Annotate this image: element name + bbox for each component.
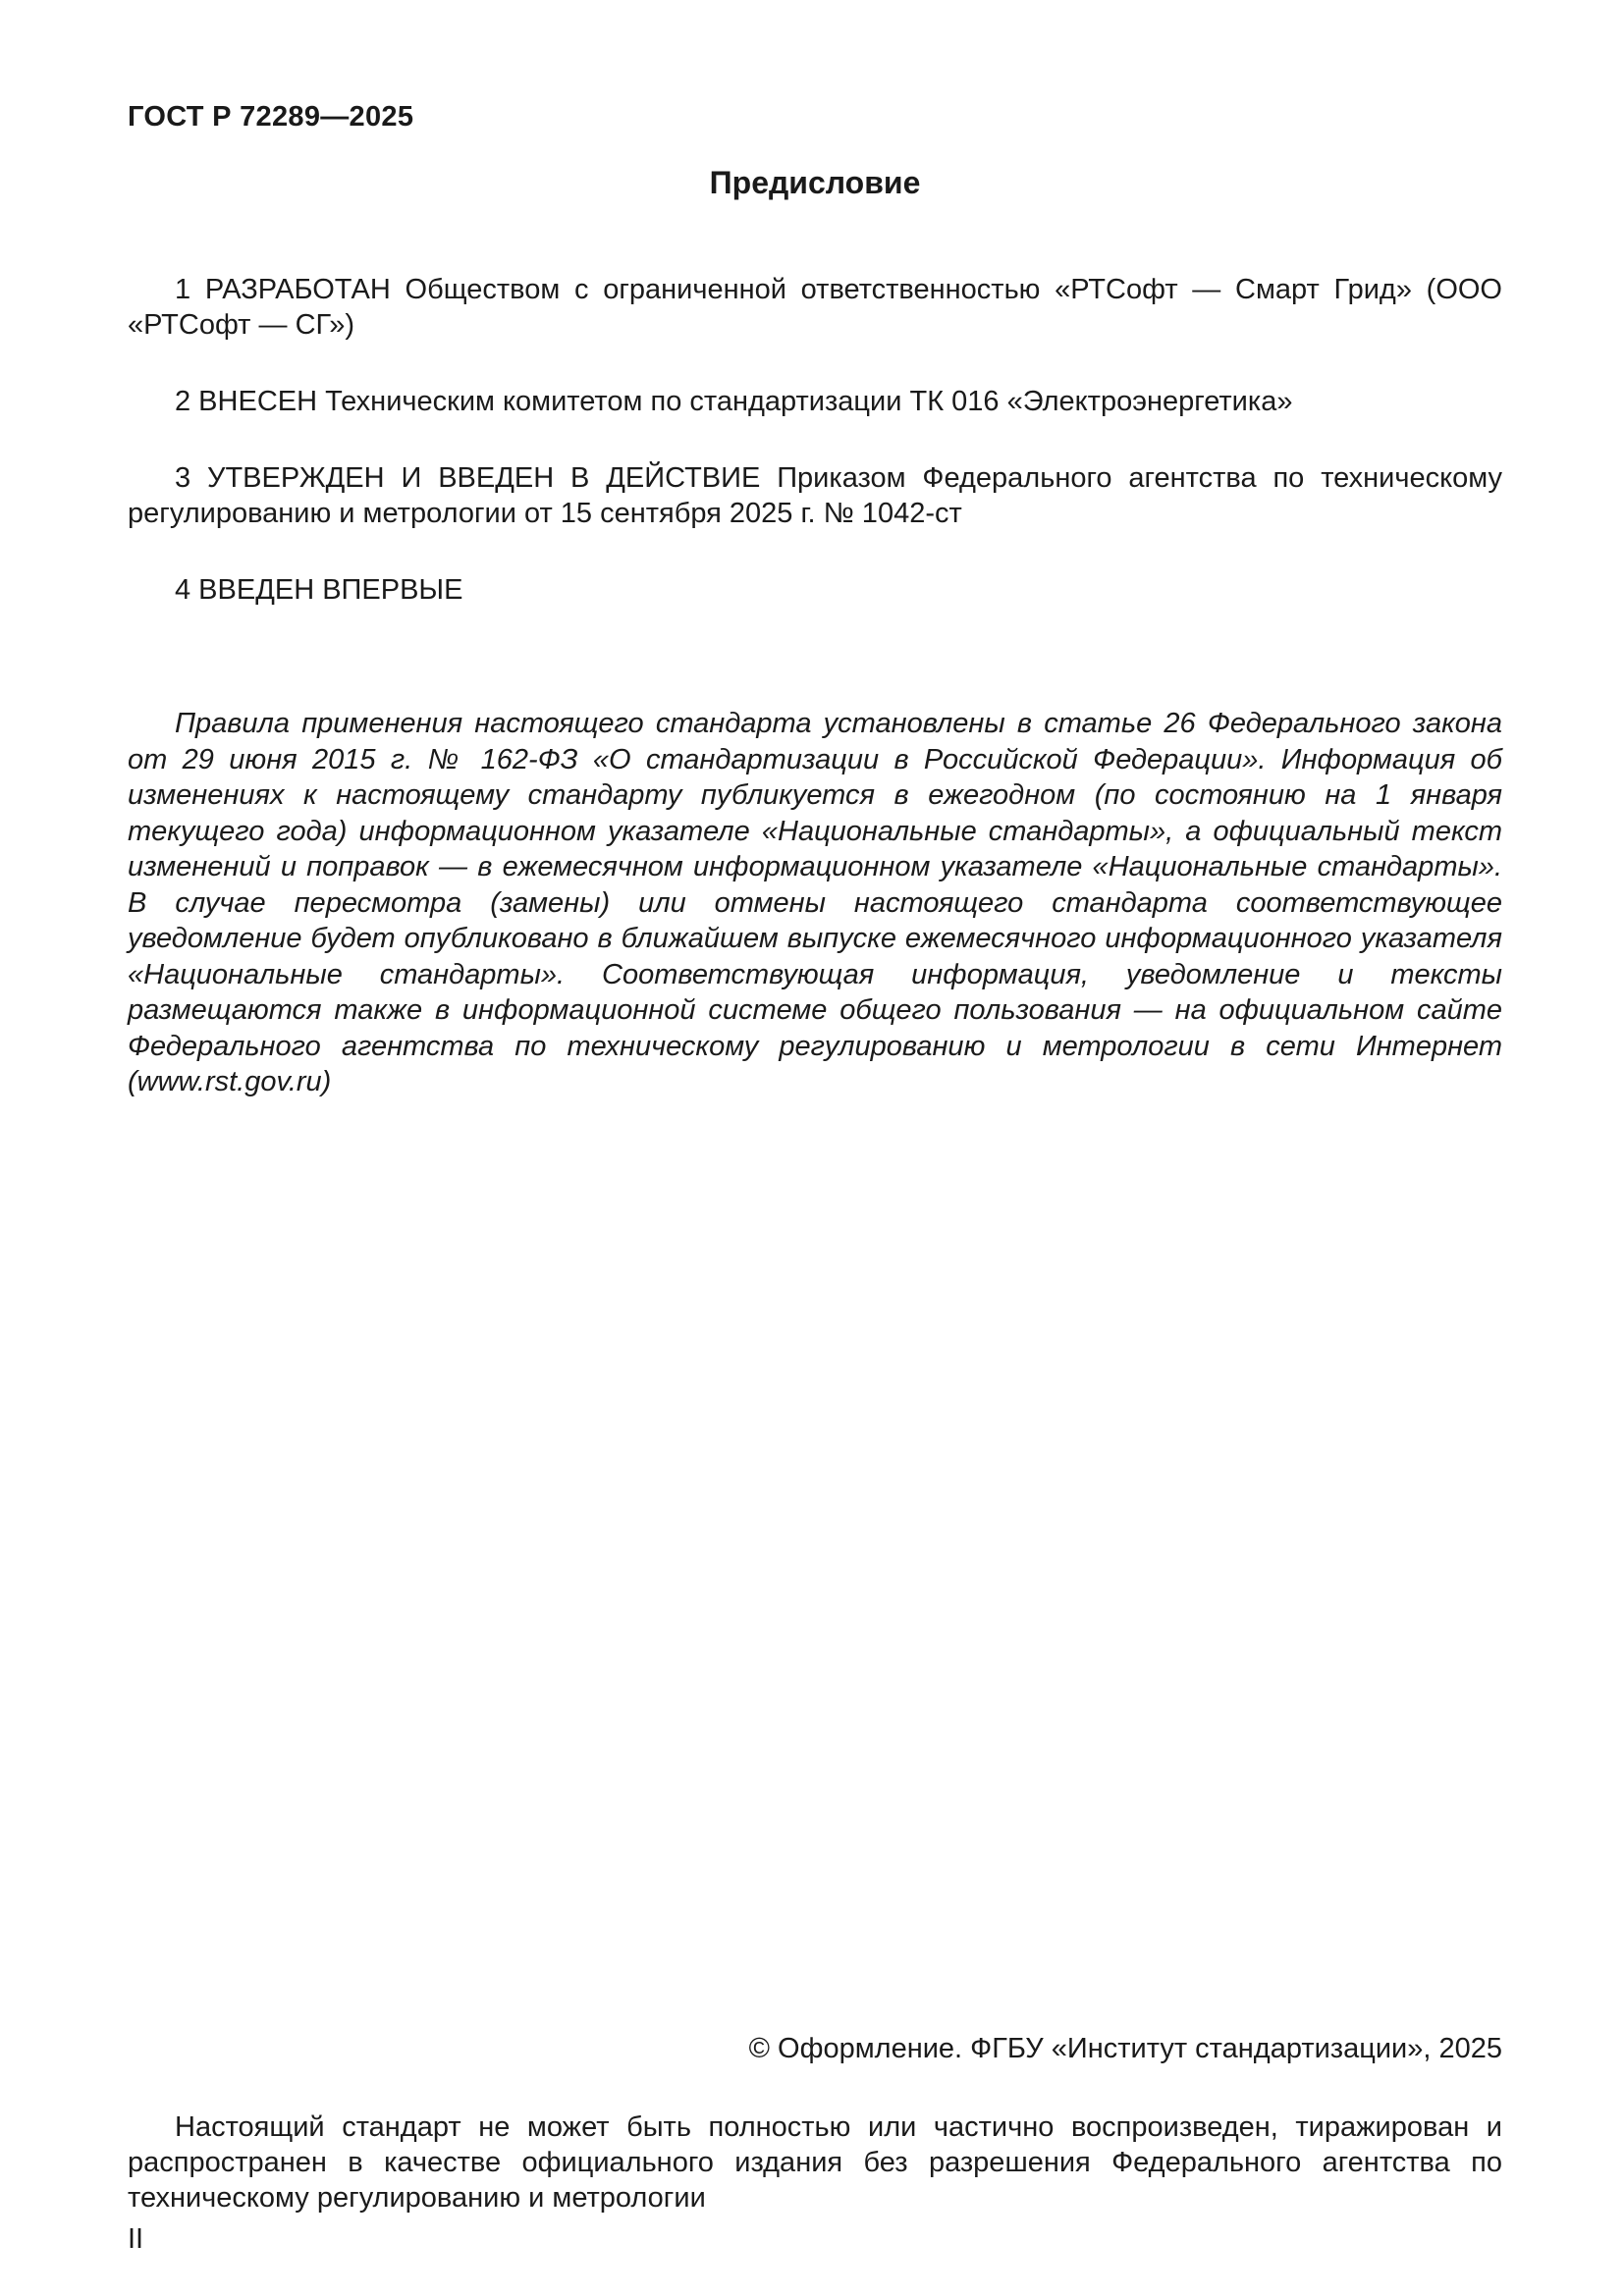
distribution-note: Настоящий стандарт не может быть полностью или частично воспроизведен, тиражирован и распространен в качестве официального издания без разрешения Федерального агентства по техническому регулированию и метрологии [128, 2111, 1502, 2214]
page-title: Предисловие [709, 165, 921, 200]
foreword-item-submitted: 2 ВНЕСЕН Техническим комитетом по стандартизации ТК 016 «Электроэнергетика» [175, 386, 1293, 417]
copyright-line: © Оформление. ФГБУ «Институт стандартизации», 2025 [748, 2033, 1502, 2064]
whitespace-spacer [128, 1129, 1502, 2032]
page-number: II [128, 2223, 144, 2255]
document-header: ГОСТ Р 72289—2025 [128, 101, 414, 133]
foreword-item-first-introduced: 4 ВВЕДЕН ВПЕРВЫЕ [175, 574, 463, 606]
legal-note: Правила применения настоящего стандарта установлены в статье 26 Федерального закона от 29 июня 2015 г. № 162-ФЗ «О стандартизации в Российской Федерации». Информация об изменениях к настоящему стандарту публикуется в ежегодном (по состоянию на 1 января текущего года) информационном указателе «Национальные стандарты», а официальный текст изменений и поправок — в ежемесячном информационном указателе «Национальные стандарты». В случае пересмотра (замены) или отмены настоящего стандарта соответствующее уведомление будет опубликовано в ближайшем выпуске ежемесячного информационного указателя «Национальные стандарты». Соответствующая информация, уведомление и тексты размещаются также в информационной системе общего пользования — на официальном сайте Федерального агентства по техническому регулированию и метрологии в сети Интернет (www.rst.gov.ru) [128, 708, 1502, 1097]
foreword-item-developed: 1 РАЗРАБОТАН Обществом с ограниченной ответственностью «РТСофт — Смарт Грид» (ООО «РТСофт — СГ») [128, 274, 1502, 341]
foreword-item-approved: 3 УТВЕРЖДЕН И ВВЕДЕН В ДЕЙСТВИЕ Приказом Федерального агентства по техническому регулированию и метрологии от 15 сентября 2025 г. № 1042-ст [128, 462, 1502, 529]
